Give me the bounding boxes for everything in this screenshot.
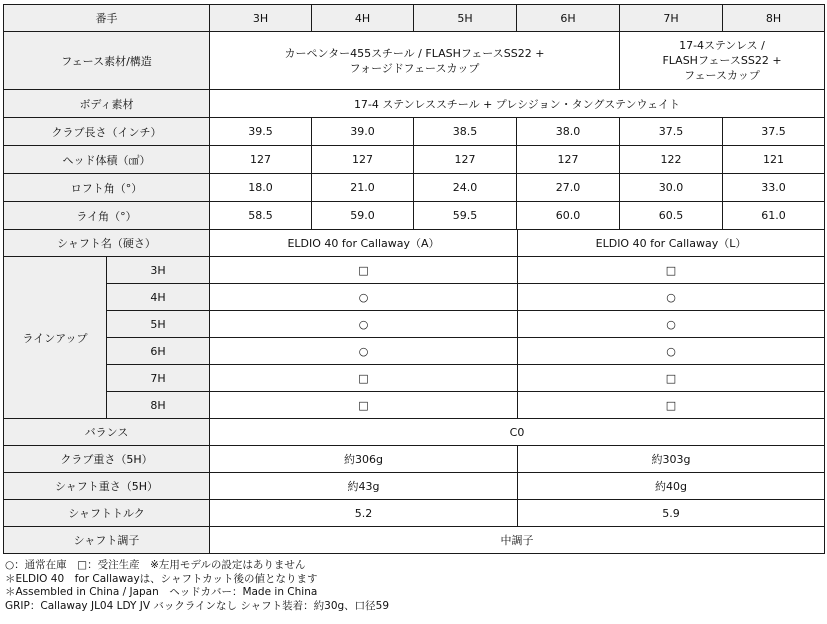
face-material-label: フェース素材/構造: [4, 32, 210, 90]
lineup-club: 7H: [107, 365, 210, 392]
footnotes: [5, 559, 389, 613]
spec-cell: 60.5: [620, 202, 723, 230]
face-material-row: [4, 32, 825, 90]
lineup-club: 4H: [107, 284, 210, 311]
lineup-a-mark: ○: [210, 338, 518, 365]
shaft-name-row: [4, 230, 825, 257]
club-number-header: 番手: [4, 5, 210, 32]
lineup-club: 3H: [107, 257, 210, 284]
club-weight-row: [4, 446, 825, 473]
lineup-b-mark: □: [518, 365, 825, 392]
shaft-b-name: ELDIO 40 for Callaway（L）: [518, 230, 825, 257]
lineup-a-mark: □: [210, 392, 518, 419]
spec-row: [4, 202, 825, 230]
lineup-row: [4, 338, 825, 365]
lineup-b-mark: ○: [518, 311, 825, 338]
lineup-a-mark: ○: [210, 311, 518, 338]
lie-label: ライ角（°）: [4, 202, 210, 230]
balance-value: C0: [210, 419, 825, 446]
shaft-name-label: シャフト名（硬さ）: [4, 230, 210, 257]
shaft-weight-b: 約40g: [518, 473, 825, 500]
lineup-row: [4, 365, 825, 392]
club-weight-b: 約303g: [518, 446, 825, 473]
shaft-table: [3, 229, 825, 554]
lineup-b-mark: ○: [518, 284, 825, 311]
lineup-a-mark: ○: [210, 284, 518, 311]
lineup-club: 5H: [107, 311, 210, 338]
club-col-6h: 6H: [517, 5, 620, 32]
spec-cell: 59.5: [414, 202, 517, 230]
spec-cell: 127: [517, 146, 620, 174]
lineup-row: [4, 284, 825, 311]
club-col-3h: 3H: [210, 5, 312, 32]
spec-row: [4, 118, 825, 146]
shaft-weight-a: 約43g: [210, 473, 518, 500]
face-material-3h-6h: [210, 32, 620, 90]
club-weight-a: 約306g: [210, 446, 518, 473]
face-material-b-line3: フェースカップ: [684, 69, 760, 82]
spec-row: [4, 146, 825, 174]
spec-cell: 127: [414, 146, 517, 174]
spec-cell: 39.5: [210, 118, 312, 146]
torque-a: 5.2: [210, 500, 518, 527]
loft-label: ロフト角（°）: [4, 174, 210, 202]
balance-label: バランス: [4, 419, 210, 446]
club-col-7h: 7H: [620, 5, 723, 32]
torque-row: [4, 500, 825, 527]
spec-cell: 21.0: [312, 174, 414, 202]
club-weight-label: クラブ重さ（5H）: [4, 446, 210, 473]
spec-cell: 127: [312, 146, 414, 174]
lineup-b-mark: □: [518, 392, 825, 419]
spec-cell: 37.5: [620, 118, 723, 146]
kick-point-label: シャフト調子: [4, 527, 210, 554]
body-material-label: ボディ素材: [4, 90, 210, 118]
spec-cell: 38.0: [517, 118, 620, 146]
face-material-b-line2: FLASHフェースSS22 +: [662, 54, 782, 67]
spec-cell: 121: [723, 146, 825, 174]
spec-cell: 127: [210, 146, 312, 174]
spec-cell: 24.0: [414, 174, 517, 202]
footnote-stock-legend: ○：通常在庫 □：受注生産 ※左用モデルの設定はありません: [5, 559, 306, 571]
lineup-a-mark: □: [210, 257, 518, 284]
club-col-8h: 8H: [723, 5, 825, 32]
spec-cell: 27.0: [517, 174, 620, 202]
lineup-b-mark: ○: [518, 338, 825, 365]
lineup-row: [4, 392, 825, 419]
head-volume-label: ヘッド体積（㎤）: [4, 146, 210, 174]
balance-row: [4, 419, 825, 446]
lineup-row: [4, 257, 825, 284]
spec-row: [4, 174, 825, 202]
lineup-club: 6H: [107, 338, 210, 365]
spec-cell: 33.0: [723, 174, 825, 202]
body-material-value: 17-4 ステンレススチール + プレシジョン・タングステンウェイト: [210, 90, 825, 118]
spec-cell: 37.5: [723, 118, 825, 146]
kick-point-value: 中調子: [210, 527, 825, 554]
lineup-a-mark: □: [210, 365, 518, 392]
spec-header-row: [4, 5, 825, 32]
spec-cell: 38.5: [414, 118, 517, 146]
footnote-shaft-cut: ＊ELDIO 40 for Callawayは、シャフトカット後の値となります: [5, 572, 318, 585]
shaft-a-name: ELDIO 40 for Callaway（A）: [210, 230, 518, 257]
face-material-b-line1: 17-4ステンレス /: [679, 39, 765, 52]
lineup-row: [4, 311, 825, 338]
face-material-7h-8h: [620, 32, 825, 90]
shaft-weight-row: [4, 473, 825, 500]
face-material-a-line2: フォージドフェースカップ: [349, 61, 480, 75]
shaft-weight-label: シャフト重さ（5H）: [4, 473, 210, 500]
footnote-assembly: ＊Assembled in China / Japan ヘッドカバー：Made in China: [5, 586, 318, 598]
body-material-row: [4, 90, 825, 118]
torque-b: 5.9: [518, 500, 825, 527]
spec-cell: 61.0: [723, 202, 825, 230]
lineup-b-mark: □: [518, 257, 825, 284]
spec-cell: 122: [620, 146, 723, 174]
spec-cell: 59.0: [312, 202, 414, 230]
spec-cell: 39.0: [312, 118, 414, 146]
spec-cell: 30.0: [620, 174, 723, 202]
spec-cell: 18.0: [210, 174, 312, 202]
face-material-a-line1: カーペンター455スチール / FLASHフェースSS22 +: [284, 46, 545, 60]
kick-point-row: [4, 527, 825, 554]
spec-table: [3, 4, 825, 230]
spec-cell: 60.0: [517, 202, 620, 230]
spec-cell: 58.5: [210, 202, 312, 230]
club-col-5h: 5H: [414, 5, 517, 32]
torque-label: シャフトトルク: [4, 500, 210, 527]
lineup-club: 8H: [107, 392, 210, 419]
club-col-4h: 4H: [312, 5, 414, 32]
club-length-label: クラブ長さ（インチ）: [4, 118, 210, 146]
footnote-grip: GRIP：Callaway JL04 LDY JV バックラインなし シャフト装着：約30g、口径59: [5, 599, 390, 612]
lineup-label: ラインアップ: [4, 257, 107, 419]
